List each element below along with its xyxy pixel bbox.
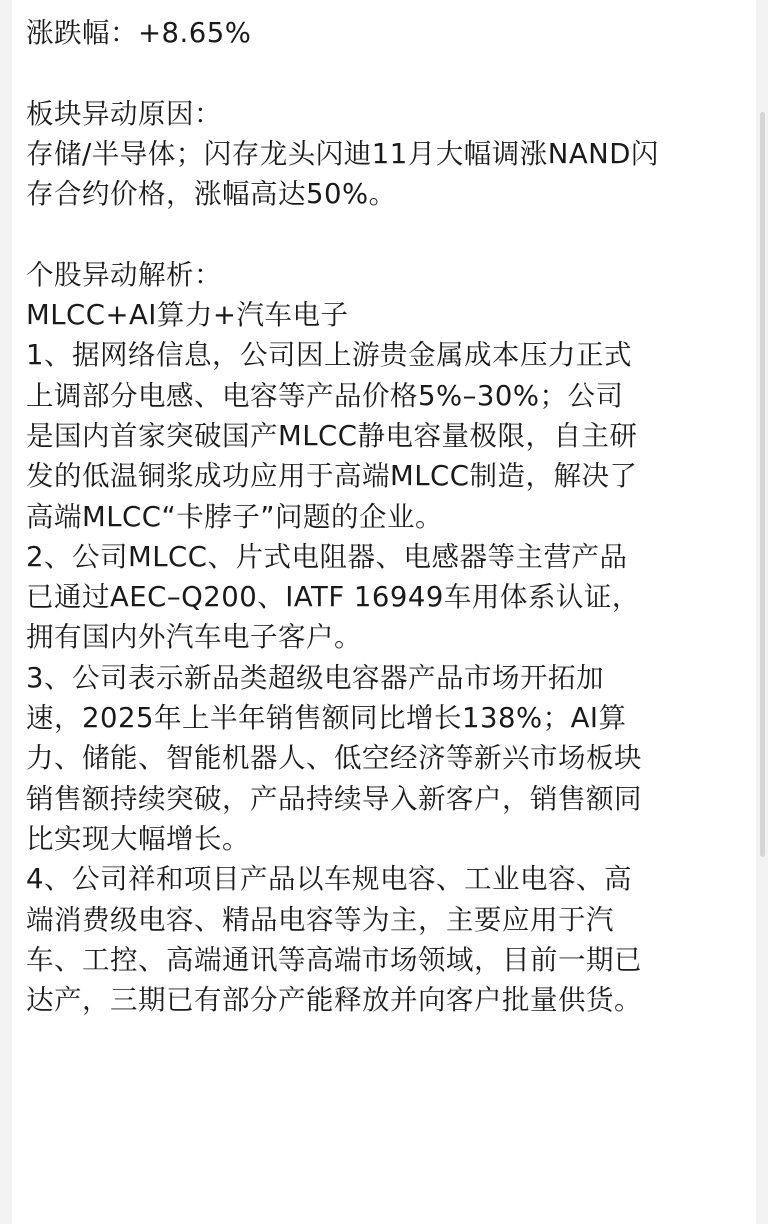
analysis-point-3 xyxy=(26,658,744,859)
point-line: 3、公司表示新品类超级电容器产品市场开拓加 xyxy=(26,661,604,694)
point-line: 1、据网络信息，公司因上游贵金属成本压力正式 xyxy=(26,339,632,372)
point-line: 高端MLCC“卡脖子”问题的企业。 xyxy=(26,500,443,533)
change-value: +8.65% xyxy=(138,17,252,49)
analysis-point-1 xyxy=(26,335,744,536)
point-line: 销售额持续突破，产品持续导入新客户，销售额同 xyxy=(26,782,642,815)
point-line: 比实现大幅增长。 xyxy=(26,822,250,855)
point-line: 已通过AEC–Q200、IATF 16949车用体系认证， xyxy=(26,581,640,614)
point-line: 拥有国内外汽车电子客户。 xyxy=(26,621,362,654)
analysis-point-2 xyxy=(26,537,744,658)
sector-reason-line: 存储/半导体；闪存龙头闪迪11月大幅调涨NAND闪 xyxy=(26,137,659,170)
change-label: 涨跌幅： xyxy=(26,17,138,49)
point-line: 4、公司祥和项目产品以车规电容、工业电容、高 xyxy=(26,863,632,896)
change-line xyxy=(26,13,744,53)
left-margin-strip xyxy=(0,0,12,1224)
paragraph-gap xyxy=(26,53,744,93)
paragraph-gap xyxy=(26,214,744,254)
point-line: 速，2025年上半年销售额同比增长138%；AI算 xyxy=(26,702,627,735)
point-line: 达产，三期已有部分产能释放并向客户批量供货。 xyxy=(26,984,642,1017)
point-line: 发的低温铜浆成功应用于高端MLCC制造，解决了 xyxy=(26,460,638,493)
point-line: 是国内首家突破国产MLCC静电容量极限，自主研 xyxy=(26,419,638,452)
vertical-scrollbar[interactable] xyxy=(760,112,765,857)
analysis-point-4 xyxy=(26,859,744,1020)
article-body xyxy=(26,13,744,1020)
point-line: 力、储能、智能机器人、低空经济等新兴市场板块 xyxy=(26,742,642,775)
point-line: 车、工控、高端通讯等高端市场领域，目前一期已 xyxy=(26,943,642,976)
point-line: 2、公司MLCC、片式电阻器、电感器等主营产品 xyxy=(26,540,628,573)
point-line: 上调部分电感、电容等产品价格5%–30%；公司 xyxy=(26,379,624,412)
sector-reason-heading: 板块异动原因： xyxy=(26,97,222,130)
stock-analysis-tags: MLCC+AI算力+汽车电子 xyxy=(26,299,349,332)
stock-analysis-heading: 个股异动解析： xyxy=(26,258,222,291)
point-line: 端消费级电容、精品电容等为主，主要应用于汽 xyxy=(26,903,614,936)
sector-reason-line: 存合约价格，涨幅高达50%。 xyxy=(26,178,397,211)
